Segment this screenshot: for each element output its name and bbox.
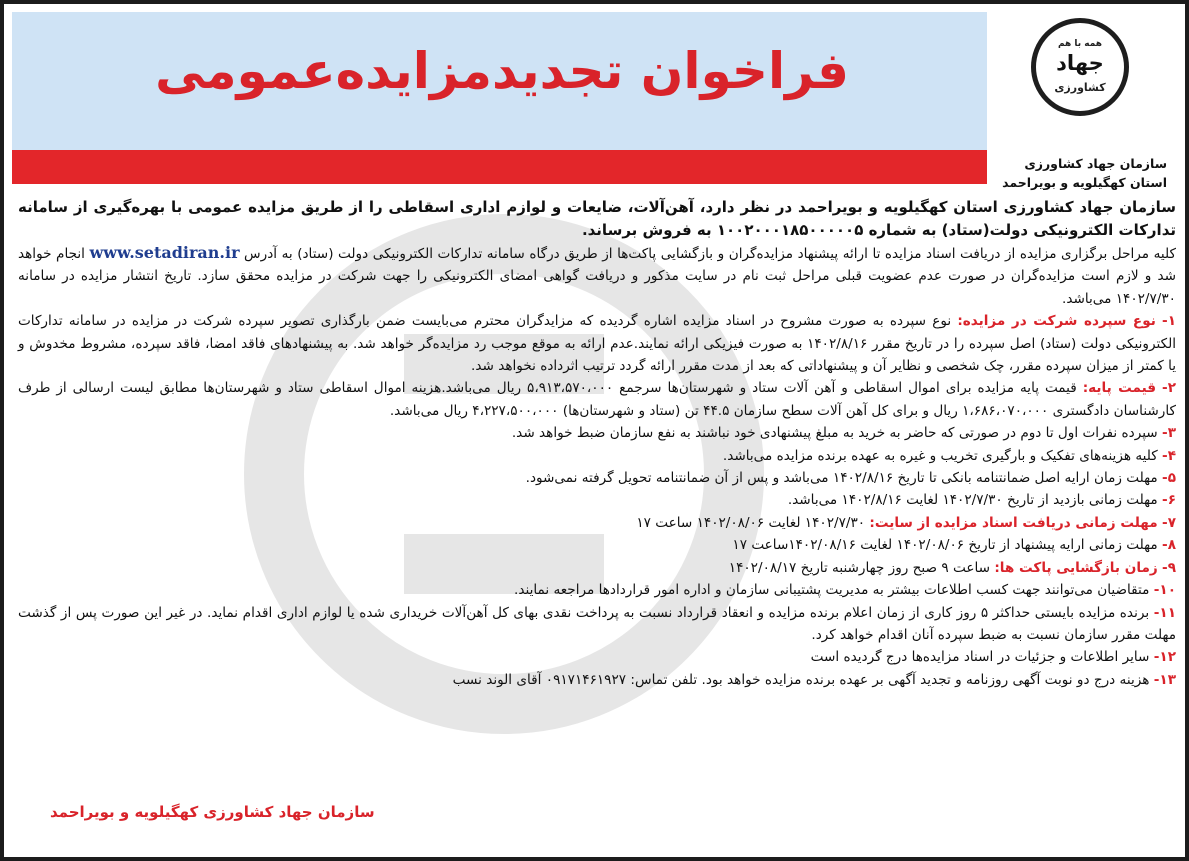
list-item: ۳- سپرده نفرات اول تا دوم در صورتی که حاضر به خرید به مبلغ پیشنهادی خود نباشند به نفع سازمان ضبط خواهد شد. xyxy=(511,425,1176,442)
notice-body xyxy=(18,196,1176,691)
page-title: فراخوان تجدیدمزایده‌عمومی xyxy=(155,42,849,100)
footer-signature: سازمان جهاد کشاورزی کهگیلویه و بویراحمد xyxy=(50,803,375,821)
website-link[interactable]: www.setadiran.ir xyxy=(89,243,240,262)
org-logo-block xyxy=(987,12,1177,192)
intro-paragraph xyxy=(18,242,1176,310)
logo-word-keshavarzi: کشاورزی xyxy=(1054,81,1106,94)
list-item: ۱۰- متقاضیان می‌توانند جهت کسب اطلاعات بیشتر به مدیریت پشتیبانی سازمان و اداره امور قراردادها مراجعه نمایند. xyxy=(514,582,1176,599)
list-item: ۹- زمان بازگشایی پاکت ها: ساعت ۹ صبح روز چهارشنبه تاریخ ۱۴۰۲/۰۸/۱۷ xyxy=(728,559,1176,576)
list-item: ۷- مهلت زمانی دریافت اسناد مزایده از سایت: ۱۴۰۲/۷/۳۰ لغایت ۱۴۰۲/۰۸/۰۶ ساعت ۱۷ xyxy=(636,514,1176,531)
header-banner xyxy=(12,12,992,184)
lead-paragraph: سازمان جهاد کشاورزی استان کهگیلویه و بویراحمد در نظر دارد، آهن‌آلات، ضایعات و لوازم اداری اسقاطی را از طریق مزایده عمومی با بهره‌گیری از سامانه تدارکات الکترونیکی دولت(ستاد) به شماره ۱۰۰۲۰۰۰۱۸۵۰۰۰۰۰۵ به فروش برساند. xyxy=(18,198,1176,239)
list-item: ۸- مهلت زمانی ارایه پیشنهاد از تاریخ ۱۴۰۲/۰۸/۰۶ لغایت ۱۴۰۲/۰۸/۱۶ساعت ۱۷ xyxy=(732,537,1176,554)
header-red-band xyxy=(12,150,992,184)
list-item: ۲- قیمت پایه: قیمت پایه مزایده برای اموال اسقاطی و آهن آلات ستاد و شهرستان‌ها سرجمع ۵،۹۱۳،۵۷۰،۰۰۰ ریال می‌باشد.هزینه اموال اسقاطی ستاد و شهرستان‌ها مطابق لیست ارسالی از طرف کارشناسان دادگستری ۱،۶۸۶،۰۷۰،۰۰۰ ریال و برای کل آهن آلات سطح سازمان ۴۴.۵ تن (ستاد و شهرستان‌ها) ۴،۲۲۷،۵۰۰،۰۰۰ ریال می‌باشد. xyxy=(18,380,1176,419)
org-name-line1: سازمان جهاد کشاورزی xyxy=(1024,156,1167,171)
list-item: ۴- کلیه هزینه‌های تفکیک و بارگیری تخریب و غیره به عهده برنده مزایده می‌باشد. xyxy=(722,447,1176,464)
org-name xyxy=(992,154,1167,192)
list-item: ۵- مهلت زمان ارایه اصل ضمانتنامه بانکی تا تاریخ ۱۴۰۲/۸/۱۶ می‌باشد و پس از آن ضمانتنامه تحویل گرفته نمی‌شود. xyxy=(525,470,1176,487)
list-item: ۱۲- سایر اطلاعات و جزئیات در اسناد مزایده‌ها درج گردیده است xyxy=(810,649,1176,666)
list-item: ۱۱- برنده مزایده بایستی حداکثر ۵ روز کاری از زمان اعلام برنده مزایده و انعقاد قرارداد نسبت به پرداخت نقدی بهای کل آهن‌آلات خریداری شده یا لوازم اداری اقدام نماید. در غیر این صورت پس از گذشت مهلت مقرر سازمان نسبت به ضبط سپرده آنان اقدام خواهد کرد. xyxy=(18,604,1176,643)
logo-word-jahad: جهاد xyxy=(1056,51,1104,75)
org-name-line2: استان کهگیلویه و بویراحمد xyxy=(1002,175,1167,190)
logo-motto: همه با هم xyxy=(1057,39,1103,49)
list-item: ۶- مهلت زمانی بازدید از تاریخ ۱۴۰۲/۷/۳۰ لغایت ۱۴۰۲/۸/۱۶ می‌باشد. xyxy=(787,492,1176,509)
intro-part2: انجام خواهد شد و لازم است مزایده‌گران در صورت عدم عضویت قبلی مراحل ثبت نام در سایت مذکور و دریافت گواهی امضای الکترونیکی را جهت شرکت در مزایده محقق سازد. تاریخ انتشار مزایده در سامانه ۱۴۰۲/۷/۳۰ می‌باشد. xyxy=(18,246,1176,307)
jahad-logo-icon xyxy=(1031,18,1129,116)
list-item: ۱- نوع سپرده شرکت در مزایده: نوع سپرده به صورت مشروح در اسناد مزایده اشاره گردیده که مزایدگران محترم می‌بایست ضمن بارگذاری تصویر سپرده شرکت در مزایده در سامانه تدارکات الکترونیکی دولت (ستاد) اصل سپرده را در تاریخ مقرر ۱۴۰۲/۸/۱۶ به صورت فیزیکی ارائه نمایند.عدم ارائه به موقع موجب رد مزایده‌گر خواهد شد. به پیشنهادهای فاقد امضا، فاقد سپرده، مشروط مخدوش و یا کمتر از میزان سپرده مقرر، چک شخصی و نظایر آن و پیشنهاداتی که بعد از مدت مقرر ارائه گردد ترتیب اثرداده نخواهد شد. xyxy=(18,313,1177,375)
list-item: ۱۳- هزینه درج دو نوبت آگهی روزنامه و تجدید آگهی بر عهده برنده مزایده خواهد بود. تلفن تماس: ۰۹۱۷۱۴۶۱۹۲۷ آقای الوند نسب xyxy=(452,671,1176,688)
intro-part1: کلیه مراحل برگزاری مزایده از دریافت اسناد مزایده تا ارائه پیشنهاد مزایده‌گران و بازگشایی پاکت‌ها از طریق درگاه سامانه تدارکات الکترونیکی دولت (ستاد) به آدرس xyxy=(244,246,1176,262)
